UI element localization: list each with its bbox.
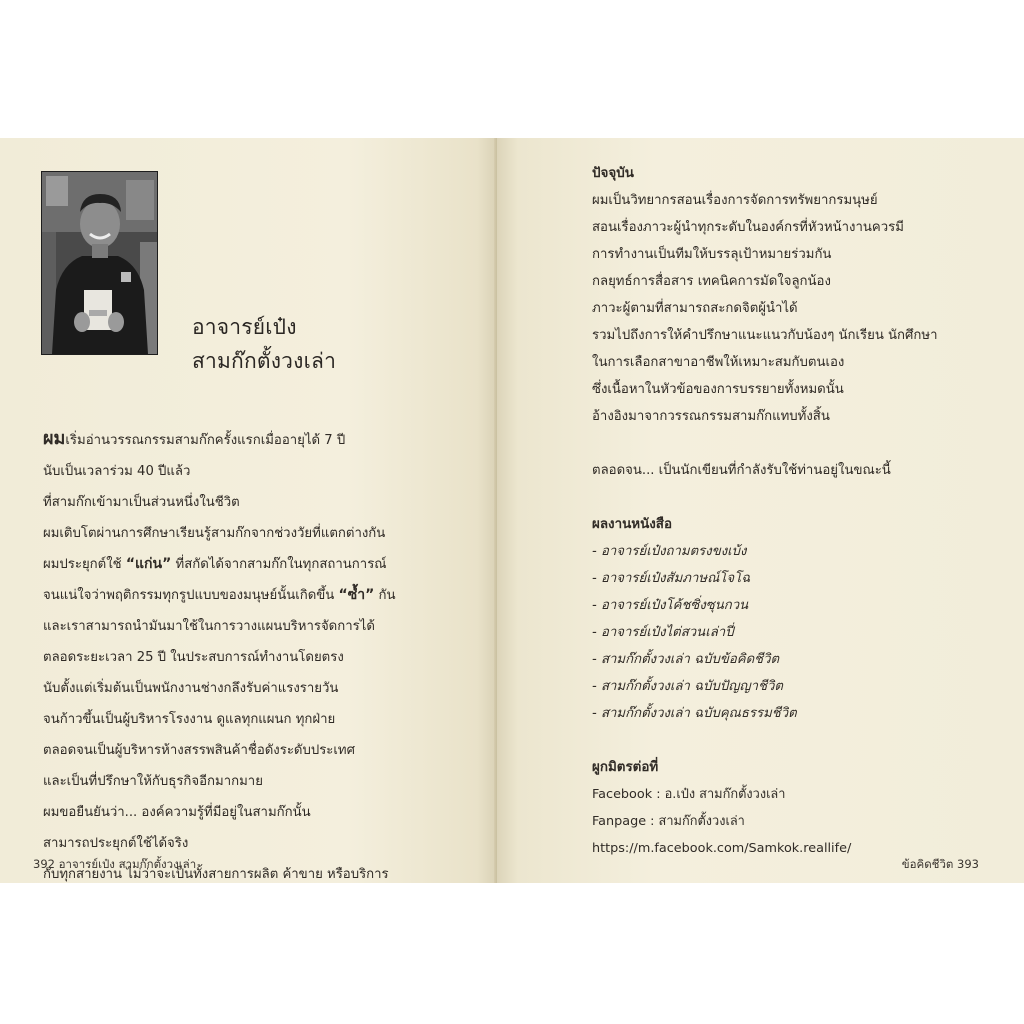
text-line: สามารถประยุกต์ใช้ได้จริง xyxy=(43,836,189,851)
dropcap: ผม xyxy=(43,428,66,449)
book-title-item: - อาจารย์เป๋งถามตรงขงเบ้ง xyxy=(592,544,747,559)
book-title-item: - อาจารย์เป๋งไต่สวนเล่าปี่ xyxy=(592,625,734,640)
spacer xyxy=(592,430,992,457)
text-segment: จนแน่ใจว่าพฤติกรรมทุกรูปแบบของมนุษย์นั้นเกิดขึ้น xyxy=(43,588,339,603)
author-name-line1: อาจารย์เป๋ง xyxy=(192,315,297,339)
text-line xyxy=(43,549,443,580)
fanpage-contact: Fanpage : สามก๊กตั้งวงเล่า xyxy=(592,814,745,829)
text-line: ผมเป็นวิทยากรสอนเรื่องการจัดการทรัพยากรมนุษย์ xyxy=(592,193,878,208)
text-line: กับทุกสายงาน ไม่ว่าจะเป็นทั้งสายการผลิต ค้าขาย หรือบริการ xyxy=(43,867,389,882)
emphasis-text: “แก่น” xyxy=(125,556,172,572)
author-name-line2: สามก๊กตั้งวงเล่า xyxy=(192,349,337,373)
text-line: การทำงานเป็นทีมให้บรรลุเป้าหมายร่วมกัน xyxy=(592,247,832,262)
left-body-text xyxy=(43,423,443,890)
left-page xyxy=(0,138,497,883)
text-segment: ที่สกัดได้จากสามก๊กในทุกสถานการณ์ xyxy=(171,557,387,572)
text-line: สอนเรื่องภาวะผู้นำทุกระดับในองค์กรที่หัวหน้างานควรมี xyxy=(592,220,904,235)
text-line: ในการเลือกสาขาอาชีพให้เหมาะสมกับตนเอง xyxy=(592,355,845,370)
text-line: ผมเติบโตผ่านการศึกษาเรียนรู้สามก๊กจากช่วงวัยที่แตกต่างกัน xyxy=(43,526,386,541)
book-title-item: - อาจารย์เป๋งโค้ชซิ่งซุนกวน xyxy=(592,598,749,613)
text-line: ที่สามก๊กเข้ามาเป็นส่วนหนึ่งในชีวิต xyxy=(43,495,240,510)
text-line: กลยุทธ์การสื่อสาร เทคนิคการมัดใจลูกน้อง xyxy=(592,274,831,289)
right-body-text xyxy=(592,160,992,862)
text-line-content: เริ่มอ่านวรรณกรรมสามก๊กครั้งแรกเมื่ออายุได้ 7 ปี xyxy=(65,433,346,448)
facebook-contact: Facebook : อ.เป๋ง สามก๊กตั้งวงเล่า xyxy=(592,787,786,802)
text-line: ตลอดจนเป็นผู้บริหารห้างสรรพสินค้าชื่อดังระดับประเทศ xyxy=(43,743,355,758)
text-segment: ผมประยุกต์ใช้ xyxy=(43,557,126,572)
book-spread xyxy=(0,138,1024,883)
text-line: และเราสามารถนำมันมาใช้ในการวางแผนบริหารจัดการได้ xyxy=(43,619,375,634)
book-title-item: - อาจารย์เป๋งสัมภาษณ์โจโฉ xyxy=(592,571,751,586)
text-line: อ้างอิงมาจากวรรณกรรมสามก๊กแทบทั้งสิ้น xyxy=(592,409,830,424)
text-line: และเป็นที่ปรึกษาให้กับธุรกิจอีกมากมาย xyxy=(43,774,263,789)
text-line: ผมขอยืนยันว่า... องค์ความรู้ที่มีอยู่ในสามก๊กนั้น xyxy=(43,805,311,820)
closing-line: ตลอดจน... เป็นนักเขียนที่กำลังรับใช้ท่านอยู่ในขณะนี้ xyxy=(592,463,891,478)
book-title-item: - สามก๊กตั้งวงเล่า ฉบับข้อคิดชีวิต xyxy=(592,652,780,667)
facebook-url: https://m.facebook.com/Samkok.reallife/ xyxy=(592,841,852,856)
text-line: ภาวะผู้ตามที่สามารถสะกดจิตผู้นำได้ xyxy=(592,301,798,316)
left-page-footer: 392 อาจารย์เป๋ง สามก๊กตั้งวงเล่า xyxy=(33,857,197,871)
text-line: จนก้าวขึ้นเป็นผู้บริหารโรงงาน ดูแลทุกแผนก ทุกฝ่าย xyxy=(43,712,336,727)
author-name xyxy=(192,310,336,378)
text-segment: กัน xyxy=(374,588,396,603)
text-line xyxy=(43,580,443,611)
author-photo xyxy=(42,172,157,354)
current-heading: ปัจจุบัน xyxy=(592,166,634,181)
text-line: นับตั้งแต่เริ่มต้นเป็นพนักงานช่างกลึงรับค่าแรงรายวัน xyxy=(43,681,339,696)
works-heading: ผลงานหนังสือ xyxy=(592,517,672,532)
spacer xyxy=(592,727,992,754)
text-line: นับเป็นเวลาร่วม 40 ปีแล้ว xyxy=(43,464,191,479)
book-title-item: - สามก๊กตั้งวงเล่า ฉบับคุณธรรมชีวิต xyxy=(592,706,797,721)
text-line: รวมไปถึงการให้คำปรึกษาแนะแนวกับน้องๆ นักเรียน นักศึกษา xyxy=(592,328,938,343)
contact-heading: ผูกมิตรต่อที่ xyxy=(592,760,659,775)
text-line: ซึ่งเนื้อหาในหัวข้อของการบรรยายทั้งหมดนั้น xyxy=(592,382,844,397)
text-line xyxy=(43,423,443,456)
emphasis-text: “ซ้ำ” xyxy=(338,587,375,603)
spacer xyxy=(592,484,992,511)
text-line: ตลอดระยะเวลา 25 ปี ในประสบการณ์ทำงานโดยตรง xyxy=(43,650,344,665)
right-page-footer: ข้อคิดชีวิต 393 xyxy=(901,857,979,871)
book-title-item: - สามก๊กตั้งวงเล่า ฉบับปัญญาชีวิต xyxy=(592,679,783,694)
